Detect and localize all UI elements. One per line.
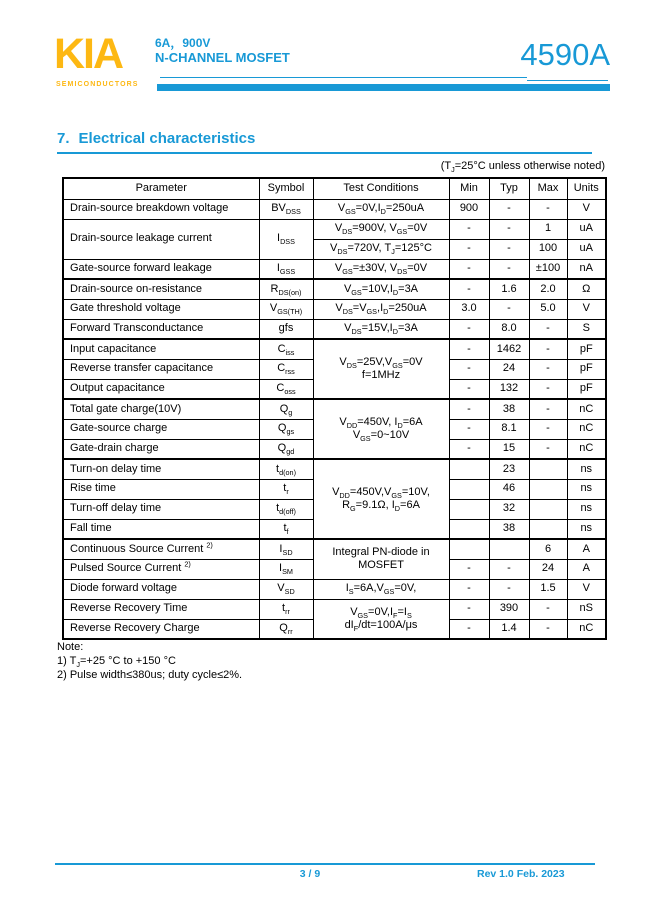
cell-min: - xyxy=(449,379,489,399)
cell-max: - xyxy=(529,619,567,639)
cell-units: Ω xyxy=(567,279,606,299)
cell-cond: $V_{GS}=10V,I_D=3A$ xyxy=(313,279,449,299)
cell-min: - xyxy=(449,279,489,299)
cell-typ xyxy=(489,539,529,559)
cell-typ: 15 xyxy=(489,439,529,459)
column-header: Symbol xyxy=(259,178,313,199)
cell-cond: $V_{DD}=450V$, $I_D=6A$ $V_{GS}=0\sim 10V$ xyxy=(313,399,449,459)
cell-typ: - xyxy=(489,559,529,579)
cell-units: pF xyxy=(567,339,606,359)
cell-param: Turn-off delay time xyxy=(63,499,259,519)
cell-min: - xyxy=(449,419,489,439)
cell-param: Turn-on delay time xyxy=(63,459,259,479)
cell-symbol: $C_{oss}$ xyxy=(259,379,313,399)
cell-symbol: gfs xyxy=(259,319,313,339)
cell-min xyxy=(449,539,489,559)
cell-typ: - xyxy=(489,219,529,239)
cell-param: Diode forward voltage xyxy=(63,579,259,599)
cell-symbol: $Q_{gs}$ xyxy=(259,419,313,439)
cell-max: - xyxy=(529,419,567,439)
header-rule-thin-left xyxy=(160,77,527,78)
cell-units: nC xyxy=(567,399,606,419)
column-header: Test Conditions xyxy=(313,178,449,199)
cell-param: Pulsed Source Current $^{2)}$ xyxy=(63,559,259,579)
cell-max: 6 xyxy=(529,539,567,559)
cell-param: Fall time xyxy=(63,519,259,539)
cell-symbol: $C_{rss}$ xyxy=(259,359,313,379)
cell-symbol: $t_{rr}$ xyxy=(259,599,313,619)
cell-max: - xyxy=(529,399,567,419)
cell-param: Rise time xyxy=(63,479,259,499)
cell-min xyxy=(449,499,489,519)
cell-cond: $V_{DS}=900V$, $V_{GS}=0V$ xyxy=(313,219,449,239)
cell-symbol: $Q_{rr}$ xyxy=(259,619,313,639)
cell-max: - xyxy=(529,199,567,219)
cell-param: Gate-drain charge xyxy=(63,439,259,459)
cell-min: - xyxy=(449,579,489,599)
cell-units: uA xyxy=(567,219,606,239)
cell-units: ns xyxy=(567,499,606,519)
table-condition-note: ($T_J=25^\circ C$ unless otherwise noted) xyxy=(440,160,605,175)
column-header: Max xyxy=(529,178,567,199)
cell-units: uA xyxy=(567,239,606,259)
cell-max: 2.0 xyxy=(529,279,567,299)
cell-param: Continuous Source Current $^{2)}$ xyxy=(63,539,259,559)
table-row xyxy=(63,199,606,219)
header-rule-thin-right xyxy=(527,80,608,81)
cell-symbol: $t_f$ xyxy=(259,519,313,539)
cell-cond: $V_{DS}=25V,V_{GS}=0V$ f=1MHz xyxy=(313,339,449,399)
cell-typ: 38 xyxy=(489,399,529,419)
column-header: Min xyxy=(449,178,489,199)
cell-min: - xyxy=(449,619,489,639)
cell-param: Reverse Recovery Time xyxy=(63,599,259,619)
cell-min: 900 xyxy=(449,199,489,219)
product-description xyxy=(155,36,290,66)
cell-max: - xyxy=(529,379,567,399)
cell-symbol: $t_{d(off)}$ xyxy=(259,499,313,519)
ec-table-body xyxy=(63,199,606,639)
cell-param: Forward Transconductance xyxy=(63,319,259,339)
cell-units: pF xyxy=(567,359,606,379)
cell-cond: $V_{DS}=15V,I_D=3A$ xyxy=(313,319,449,339)
cell-units: A xyxy=(567,559,606,579)
cell-max xyxy=(529,459,567,479)
cell-max: 1 xyxy=(529,219,567,239)
cell-units: A xyxy=(567,539,606,559)
table-row xyxy=(63,219,606,239)
cell-param: Gate threshold voltage xyxy=(63,299,259,319)
cell-min: - xyxy=(449,439,489,459)
cell-units: nC xyxy=(567,619,606,639)
cell-min: - xyxy=(449,239,489,259)
cell-typ: 132 xyxy=(489,379,529,399)
table-row xyxy=(63,459,606,479)
table-row xyxy=(63,259,606,279)
cell-max xyxy=(529,519,567,539)
cell-symbol: $t_{d(on)}$ xyxy=(259,459,313,479)
cell-typ: - xyxy=(489,239,529,259)
cell-units: V xyxy=(567,199,606,219)
cell-cond: $V_{DD}=450V,V_{GS}=10V$, $R_G=9.1\Omega$, $I_D=6A$ xyxy=(313,459,449,539)
cell-typ: - xyxy=(489,299,529,319)
cell-typ: - xyxy=(489,199,529,219)
cell-min: - xyxy=(449,399,489,419)
cell-symbol: $BV_{DSS}$ xyxy=(259,199,313,219)
column-header: Parameter xyxy=(63,178,259,199)
cell-min: 3.0 xyxy=(449,299,489,319)
section-title-text: Electrical characteristics xyxy=(78,130,256,147)
cell-param: Reverse Recovery Charge xyxy=(63,619,259,639)
cell-units: V xyxy=(567,579,606,599)
ec-table-head-row xyxy=(63,178,606,199)
cell-units: nC xyxy=(567,439,606,459)
cell-units: V xyxy=(567,299,606,319)
cell-max: - xyxy=(529,439,567,459)
notes-block xyxy=(57,640,242,682)
cell-min: - xyxy=(449,359,489,379)
cell-typ: 38 xyxy=(489,519,529,539)
table-row xyxy=(63,279,606,299)
table-row xyxy=(63,539,606,559)
note-item-2: 2) Pulse width≤380us; duty cycle≤2%. xyxy=(57,669,243,681)
cell-cond: Integral PN-diode in MOSFET xyxy=(313,539,449,579)
cell-symbol: $Q_{gd}$ xyxy=(259,439,313,459)
cell-max: - xyxy=(529,599,567,619)
table-row xyxy=(63,579,606,599)
cell-symbol: $I_{SM}$ xyxy=(259,559,313,579)
cell-min xyxy=(449,519,489,539)
cell-min: - xyxy=(449,339,489,359)
cell-param: Drain-source leakage current xyxy=(63,219,259,259)
kia-logo: KIA xyxy=(54,30,123,78)
cell-max: ±100 xyxy=(529,259,567,279)
cell-symbol: $I_{GSS}$ xyxy=(259,259,313,279)
cell-typ: 32 xyxy=(489,499,529,519)
cell-max: - xyxy=(529,339,567,359)
cell-param: Input capacitance xyxy=(63,339,259,359)
part-number: 4590A xyxy=(520,37,610,72)
cell-max: 24 xyxy=(529,559,567,579)
cell-min: - xyxy=(449,219,489,239)
cell-symbol: $V_{SD}$ xyxy=(259,579,313,599)
product-rating: 6A，900V xyxy=(155,36,211,50)
cell-cond: $V_{DS}=V_{GS},I_D=250uA$ xyxy=(313,299,449,319)
cell-param: Drain-source breakdown voltage xyxy=(63,199,259,219)
cell-param: Gate-source charge xyxy=(63,419,259,439)
cell-units: S xyxy=(567,319,606,339)
cell-units: ns xyxy=(567,459,606,479)
cell-cond: $V_{GS}=\pm 30V$, $V_{DS}=0V$ xyxy=(313,259,449,279)
column-header: Typ xyxy=(489,178,529,199)
header-rule-thick xyxy=(157,84,610,91)
revision-label: Rev 1.0 Feb. 2023 xyxy=(477,868,565,880)
cell-min xyxy=(449,459,489,479)
table-row xyxy=(63,319,606,339)
cell-min: - xyxy=(449,559,489,579)
cell-cond: $V_{GS}=0V,I_D=250uA$ xyxy=(313,199,449,219)
section-number: 7. xyxy=(57,130,70,147)
cell-typ: - xyxy=(489,579,529,599)
column-header: Units xyxy=(567,178,606,199)
cell-units: ns xyxy=(567,519,606,539)
cell-typ: 390 xyxy=(489,599,529,619)
cell-max xyxy=(529,479,567,499)
cell-param: Output capacitance xyxy=(63,379,259,399)
cell-max: 100 xyxy=(529,239,567,259)
footer-rule xyxy=(55,863,595,865)
cell-symbol: $V_{GS(TH)}$ xyxy=(259,299,313,319)
table-row xyxy=(63,339,606,359)
cell-cond: $V_{DS}=720V$, $T_J=125^\circ C$ xyxy=(313,239,449,259)
section-underline xyxy=(57,152,592,154)
cell-min xyxy=(449,479,489,499)
cell-max: - xyxy=(529,359,567,379)
cell-max xyxy=(529,499,567,519)
cell-symbol: $I_{DSS}$ xyxy=(259,219,313,259)
cell-typ: 46 xyxy=(489,479,529,499)
cell-min: - xyxy=(449,599,489,619)
cell-typ: 1.4 xyxy=(489,619,529,639)
cell-max: 5.0 xyxy=(529,299,567,319)
cell-param: Total gate charge(10V) xyxy=(63,399,259,419)
cell-typ: 8.0 xyxy=(489,319,529,339)
kia-logo-subtext: SEMICONDUCTORS xyxy=(56,81,139,88)
page-number: 3 / 9 xyxy=(299,868,321,880)
cell-symbol: $t_r$ xyxy=(259,479,313,499)
cell-max: - xyxy=(529,319,567,339)
cell-units: nS xyxy=(567,599,606,619)
cell-symbol: $I_{SD}$ xyxy=(259,539,313,559)
cell-symbol: $C_{iss}$ xyxy=(259,339,313,359)
cell-param: Drain-source on-resistance xyxy=(63,279,259,299)
cell-min: - xyxy=(449,319,489,339)
cell-typ: 8.1 xyxy=(489,419,529,439)
cell-param: Gate-source forward leakage xyxy=(63,259,259,279)
cell-typ: - xyxy=(489,259,529,279)
cell-symbol: $Q_g$ xyxy=(259,399,313,419)
cell-units: nC xyxy=(567,419,606,439)
cell-typ: 24 xyxy=(489,359,529,379)
electrical-characteristics-table-wrap xyxy=(62,177,607,640)
product-type: N-CHANNEL MOSFET xyxy=(155,50,290,65)
cell-cond: $V_{GS}=0V,I_F=I_S$ $dI_F/dt=100A/\mu s$ xyxy=(313,599,449,639)
cell-units: ns xyxy=(567,479,606,499)
table-row xyxy=(63,599,606,619)
cell-max: 1.5 xyxy=(529,579,567,599)
cell-symbol: $R_{DS(on)}$ xyxy=(259,279,313,299)
notes-title: Note: xyxy=(57,641,84,653)
table-row xyxy=(63,299,606,319)
cell-units: nA xyxy=(567,259,606,279)
cell-cond: $I_S=6A,V_{GS}=0V$, xyxy=(313,579,449,599)
cell-min: - xyxy=(449,259,489,279)
cell-typ: 1462 xyxy=(489,339,529,359)
cell-param: Reverse transfer capacitance xyxy=(63,359,259,379)
cell-typ: 1.6 xyxy=(489,279,529,299)
electrical-characteristics-table xyxy=(62,177,607,640)
note-item-1: 1) $T_J=+25$ °C to +150 °C xyxy=(57,655,176,670)
cell-typ: 23 xyxy=(489,459,529,479)
section-title xyxy=(57,130,255,147)
cell-units: pF xyxy=(567,379,606,399)
table-row xyxy=(63,399,606,419)
